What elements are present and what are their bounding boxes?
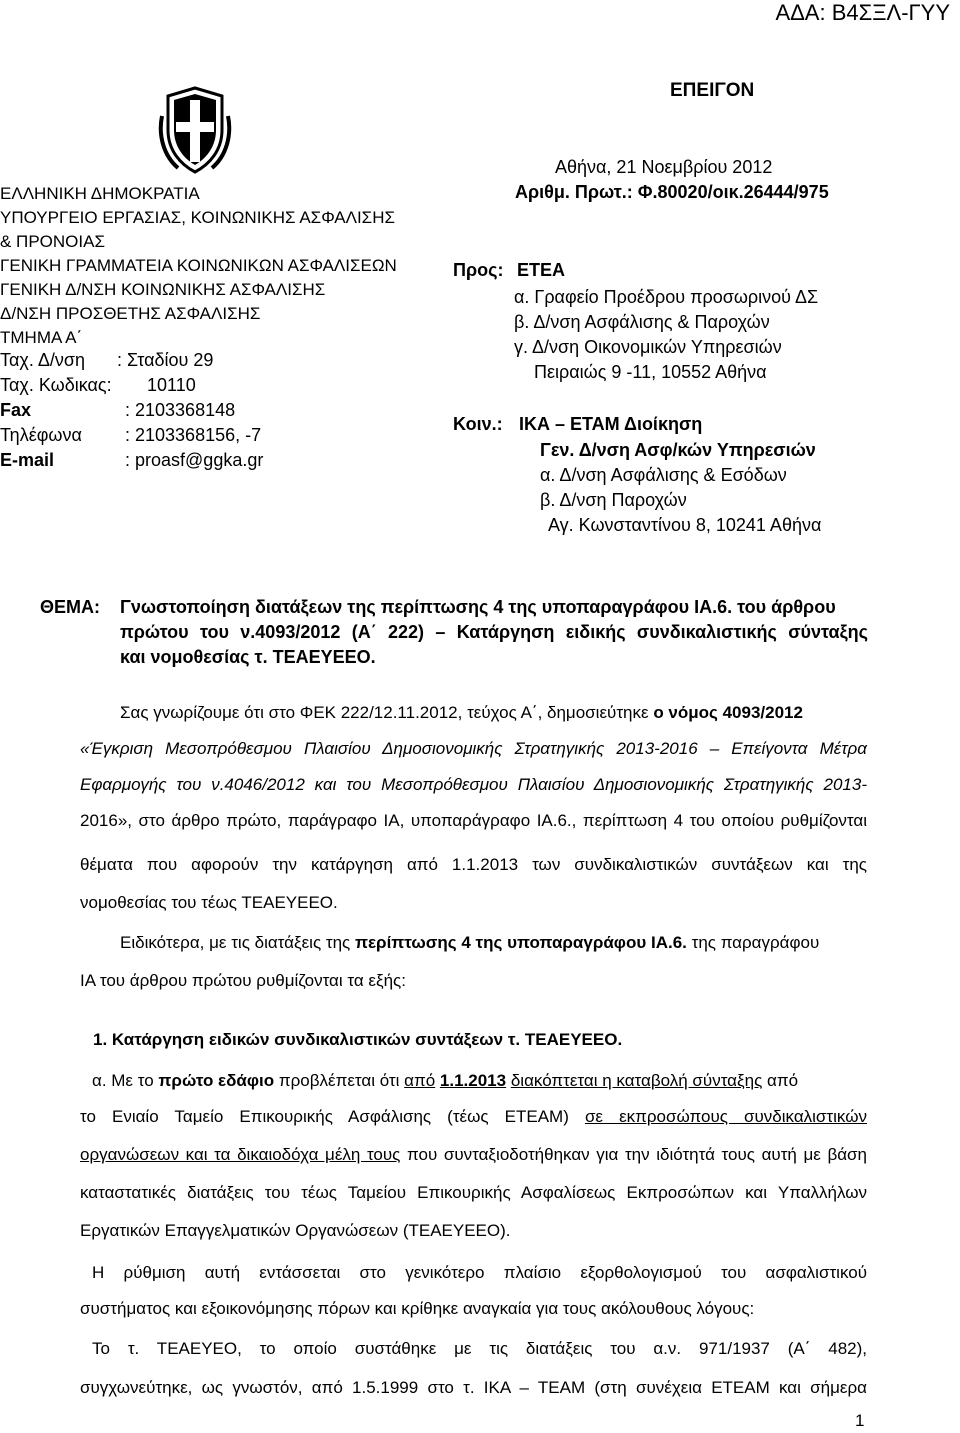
- paragraph-3-line-2b: σε εκπροσώπους συνδικαλιστικών: [584, 1107, 867, 1126]
- paragraph-3-line-2a: το Ενιαίο Ταμείο Επικουρικής Ασφάλισης (τέως ΕΤΕΑΜ): [80, 1107, 569, 1126]
- paragraph-5-line-1: Το τ. ΤΕΑΕΥΕΟ, το οποίο συστάθηκε με τις διατάξεις του α.ν. 971/1937 (Α΄ 482),: [92, 1339, 867, 1358]
- paragraph-2-line-2: ΙΑ του άρθρου πρώτου ρυθμίζονται τα εξής:: [80, 971, 406, 990]
- paragraph-1-line-4: 2016», στο άρθρο πρώτο, παράγραφο ΙΑ, υποπαράγραφο ΙΑ.6., περίπτωση 4 του οποίου ρυθμίζονται: [80, 811, 867, 830]
- paragraph-5-line-2: συγχωνεύτηκε, ως γνωστόν, από 1.5.1999 στο τ. ΙΚΑ – ΤΕΑΜ (στη συνέχεια ΕΤΕΑΜ και σήμερα: [80, 1378, 867, 1397]
- email-value: : proasf@ggka.gr: [125, 450, 264, 470]
- urgent-label: ΕΠΕΙΓΟΝ: [670, 80, 755, 101]
- sender-line-5: ΓΕΝΙΚΗ Δ/ΝΣΗ ΚΟΙΝΩΝΙΚΗΣ ΑΣΦΑΛΙΣΗΣ: [0, 280, 326, 299]
- paragraph-3-line-4: καταστατικές διατάξεις του τέως Ταμείου Επικουρικής Ασφαλίσεως Εκπροσώπων και Υπαλλήλων: [80, 1183, 867, 1202]
- paragraph-3-c: προβλέπεται ότι: [278, 1071, 400, 1090]
- cc-address: Αγ. Κωνσταντίνου 8, 10241 Αθήνα: [548, 515, 822, 535]
- paragraph-3-d: από: [404, 1071, 436, 1090]
- paragraph-3-b: πρώτο εδάφιο: [158, 1071, 275, 1090]
- paragraph-1-line-6: νομοθεσίας του τέως ΤΕΑΕΥΕΕΟ.: [80, 893, 338, 912]
- to-name: ΕΤΕΑ: [517, 260, 566, 280]
- paragraph-3-line-1: [92, 1071, 798, 1091]
- phone-value: : 2103368156, -7: [125, 425, 262, 445]
- section-heading-1: 1. Κατάργηση ειδικών συνδικαλιστικών συντάξεων τ. ΤΕΑΕΥΕΕΟ.: [93, 1030, 623, 1049]
- to-label: Προς:: [453, 260, 504, 280]
- paragraph-3-f: διακόπτεται η καταβολή σύνταξης: [510, 1071, 763, 1090]
- sender-line-2: ΥΠΟΥΡΓΕΙΟ ΕΡΓΑΣΙΑΣ, ΚΟΙΝΩΝΙΚΗΣ ΑΣΦΑΛΙΣΗΣ: [0, 208, 395, 227]
- paragraph-3-line-5: Εργατικών Επαγγελματικών Οργανώσεων (ΤΕΑΕΥΕΕΟ).: [80, 1221, 511, 1240]
- paragraph-1-line-1: [120, 703, 803, 723]
- fax-value: : 2103368148: [125, 400, 236, 420]
- subject-label: ΘΕΜΑ:: [40, 597, 100, 617]
- paragraph-2-tail: της παραγράφου: [691, 933, 820, 952]
- paragraph-1-intro: Σας γνωρίζουμε ότι στο ΦΕΚ 222/12.11.2012, τεύχος Α΄, δημοσιεύτηκε: [120, 703, 649, 722]
- greek-coat-of-arms-emblem: [158, 86, 232, 174]
- cc-general-directorate: Γεν. Δ/νση Ασφ/κών Υπηρεσιών: [540, 440, 816, 460]
- paragraph-3-line-3a: οργανώσεων και τα δικαιοδόχα μέλη τους: [80, 1145, 401, 1164]
- paragraph-3-a: α. Με το: [92, 1071, 154, 1090]
- email-label: E-mail: [0, 450, 55, 470]
- sender-line-1: ΕΛΛΗΝΙΚΗ ΔΗΜΟΚΡΑΤΙΑ: [0, 184, 200, 203]
- phone-label: Τηλέφωνα: [0, 425, 82, 445]
- sender-line-7: ΤΜΗΜΑ Α΄: [0, 328, 83, 347]
- paragraph-3-line-3: [80, 1145, 867, 1165]
- page-number: 1: [855, 1411, 865, 1430]
- paragraph-4-line-1: Η ρύθμιση αυτή εντάσσεται στο γενικότερο πλαίσιο εξορθολογισμού του ασφαλιστικού: [92, 1263, 867, 1282]
- protocol-number: Αριθμ. Πρωτ.: Φ.80020/οικ.26444/975: [515, 182, 829, 202]
- paragraph-2-intro: Ειδικότερα, με τις διατάξεις της: [120, 933, 351, 952]
- to-address: Πειραιώς 9 -11, 10552 Αθήνα: [534, 362, 767, 382]
- sender-line-4: ΓΕΝΙΚΗ ΓΡΑΜΜΑΤΕΙΑ ΚΟΙΝΩΝΙΚΩΝ ΑΣΦΑΛΙΣΕΩΝ: [0, 256, 397, 275]
- case-reference: περίπτωσης 4 της υποπαραγράφου ΙΑ.6.: [354, 933, 687, 952]
- zip-value: 10110: [147, 375, 196, 395]
- to-item-a: α. Γραφείο Προέδρου προσωρινού ΔΣ: [514, 287, 819, 307]
- cc-label: Κοιν.:: [453, 414, 503, 434]
- paragraph-3-line-3b: που συνταξιοδοτήθηκαν για την ιδιότητά τους αυτή με βάση: [407, 1145, 867, 1164]
- address-value: : Σταδίου 29: [117, 350, 214, 370]
- paragraph-1-line-5: θέματα που αφορούν την κατάργηση από 1.1.2013 των συνδικαλιστικών συντάξεων και της: [80, 855, 867, 874]
- law-reference: ο νόμος 4093/2012: [653, 703, 803, 722]
- paragraph-1-line-2: «Έγκριση Μεσοπρόθεσμου Πλαισίου Δημοσιονομικής Στρατηγικής 2013-2016 – Επείγοντα Μέτρα: [80, 739, 867, 758]
- cc-name: ΙΚΑ – ΕΤΑΜ Διοίκηση: [519, 414, 703, 434]
- subject-line-2: πρώτου του ν.4093/2012 (Α΄ 222) – Κατάργηση ειδικής συνδικαλιστικής σύνταξης: [120, 622, 868, 642]
- document-date: Αθήνα, 21 Νοεμβρίου 2012: [555, 157, 773, 177]
- paragraph-3-line-2: [80, 1107, 867, 1127]
- cc-item-b: β. Δ/νση Παροχών: [540, 490, 687, 510]
- paragraph-2-line-1: [120, 933, 819, 953]
- subject-line-3: και νομοθεσίας τ. ΤΕΑΕΥΕΕΟ.: [120, 647, 376, 667]
- to-item-c: γ. Δ/νση Οικονομικών Υπηρεσιών: [514, 337, 782, 357]
- paragraph-1-line-3: Εφαρμογής του ν.4046/2012 και του Μεσοπρόθεσμου Πλαισίου Δημοσιονομικής Στρατηγικής 2013-: [80, 775, 867, 794]
- paragraph-4-line-2: συστήματος και εξοικονόμησης πόρων και κρίθηκε αναγκαία για τους ακόλουθους λόγους:: [80, 1299, 755, 1318]
- fax-label: Fax: [0, 400, 32, 420]
- zip-label: Ταχ. Κωδικας:: [0, 375, 112, 395]
- to-item-b: β. Δ/νση Ασφάλισης & Παροχών: [514, 312, 770, 332]
- paragraph-3-g: από: [767, 1071, 799, 1090]
- sender-line-3: & ΠΡΟΝΟΙΑΣ: [0, 232, 105, 251]
- subject-line-1: Γνωστοποίηση διατάξεων της περίπτωσης 4 της υποπαραγράφου ΙΑ.6. του άρθρου: [120, 597, 836, 617]
- address-label: Ταχ. Δ/νση: [0, 350, 86, 370]
- paragraph-3-date: 1.1.2013: [439, 1071, 507, 1090]
- sender-line-6: Δ/ΝΣΗ ΠΡΟΣΘΕΤΗΣ ΑΣΦΑΛΙΣΗΣ: [0, 304, 261, 323]
- cc-item-a: α. Δ/νση Ασφάλισης & Εσόδων: [540, 465, 787, 485]
- ada-code: ΑΔΑ: Β4ΣΞΛ-ΓΥΥ: [775, 0, 950, 25]
